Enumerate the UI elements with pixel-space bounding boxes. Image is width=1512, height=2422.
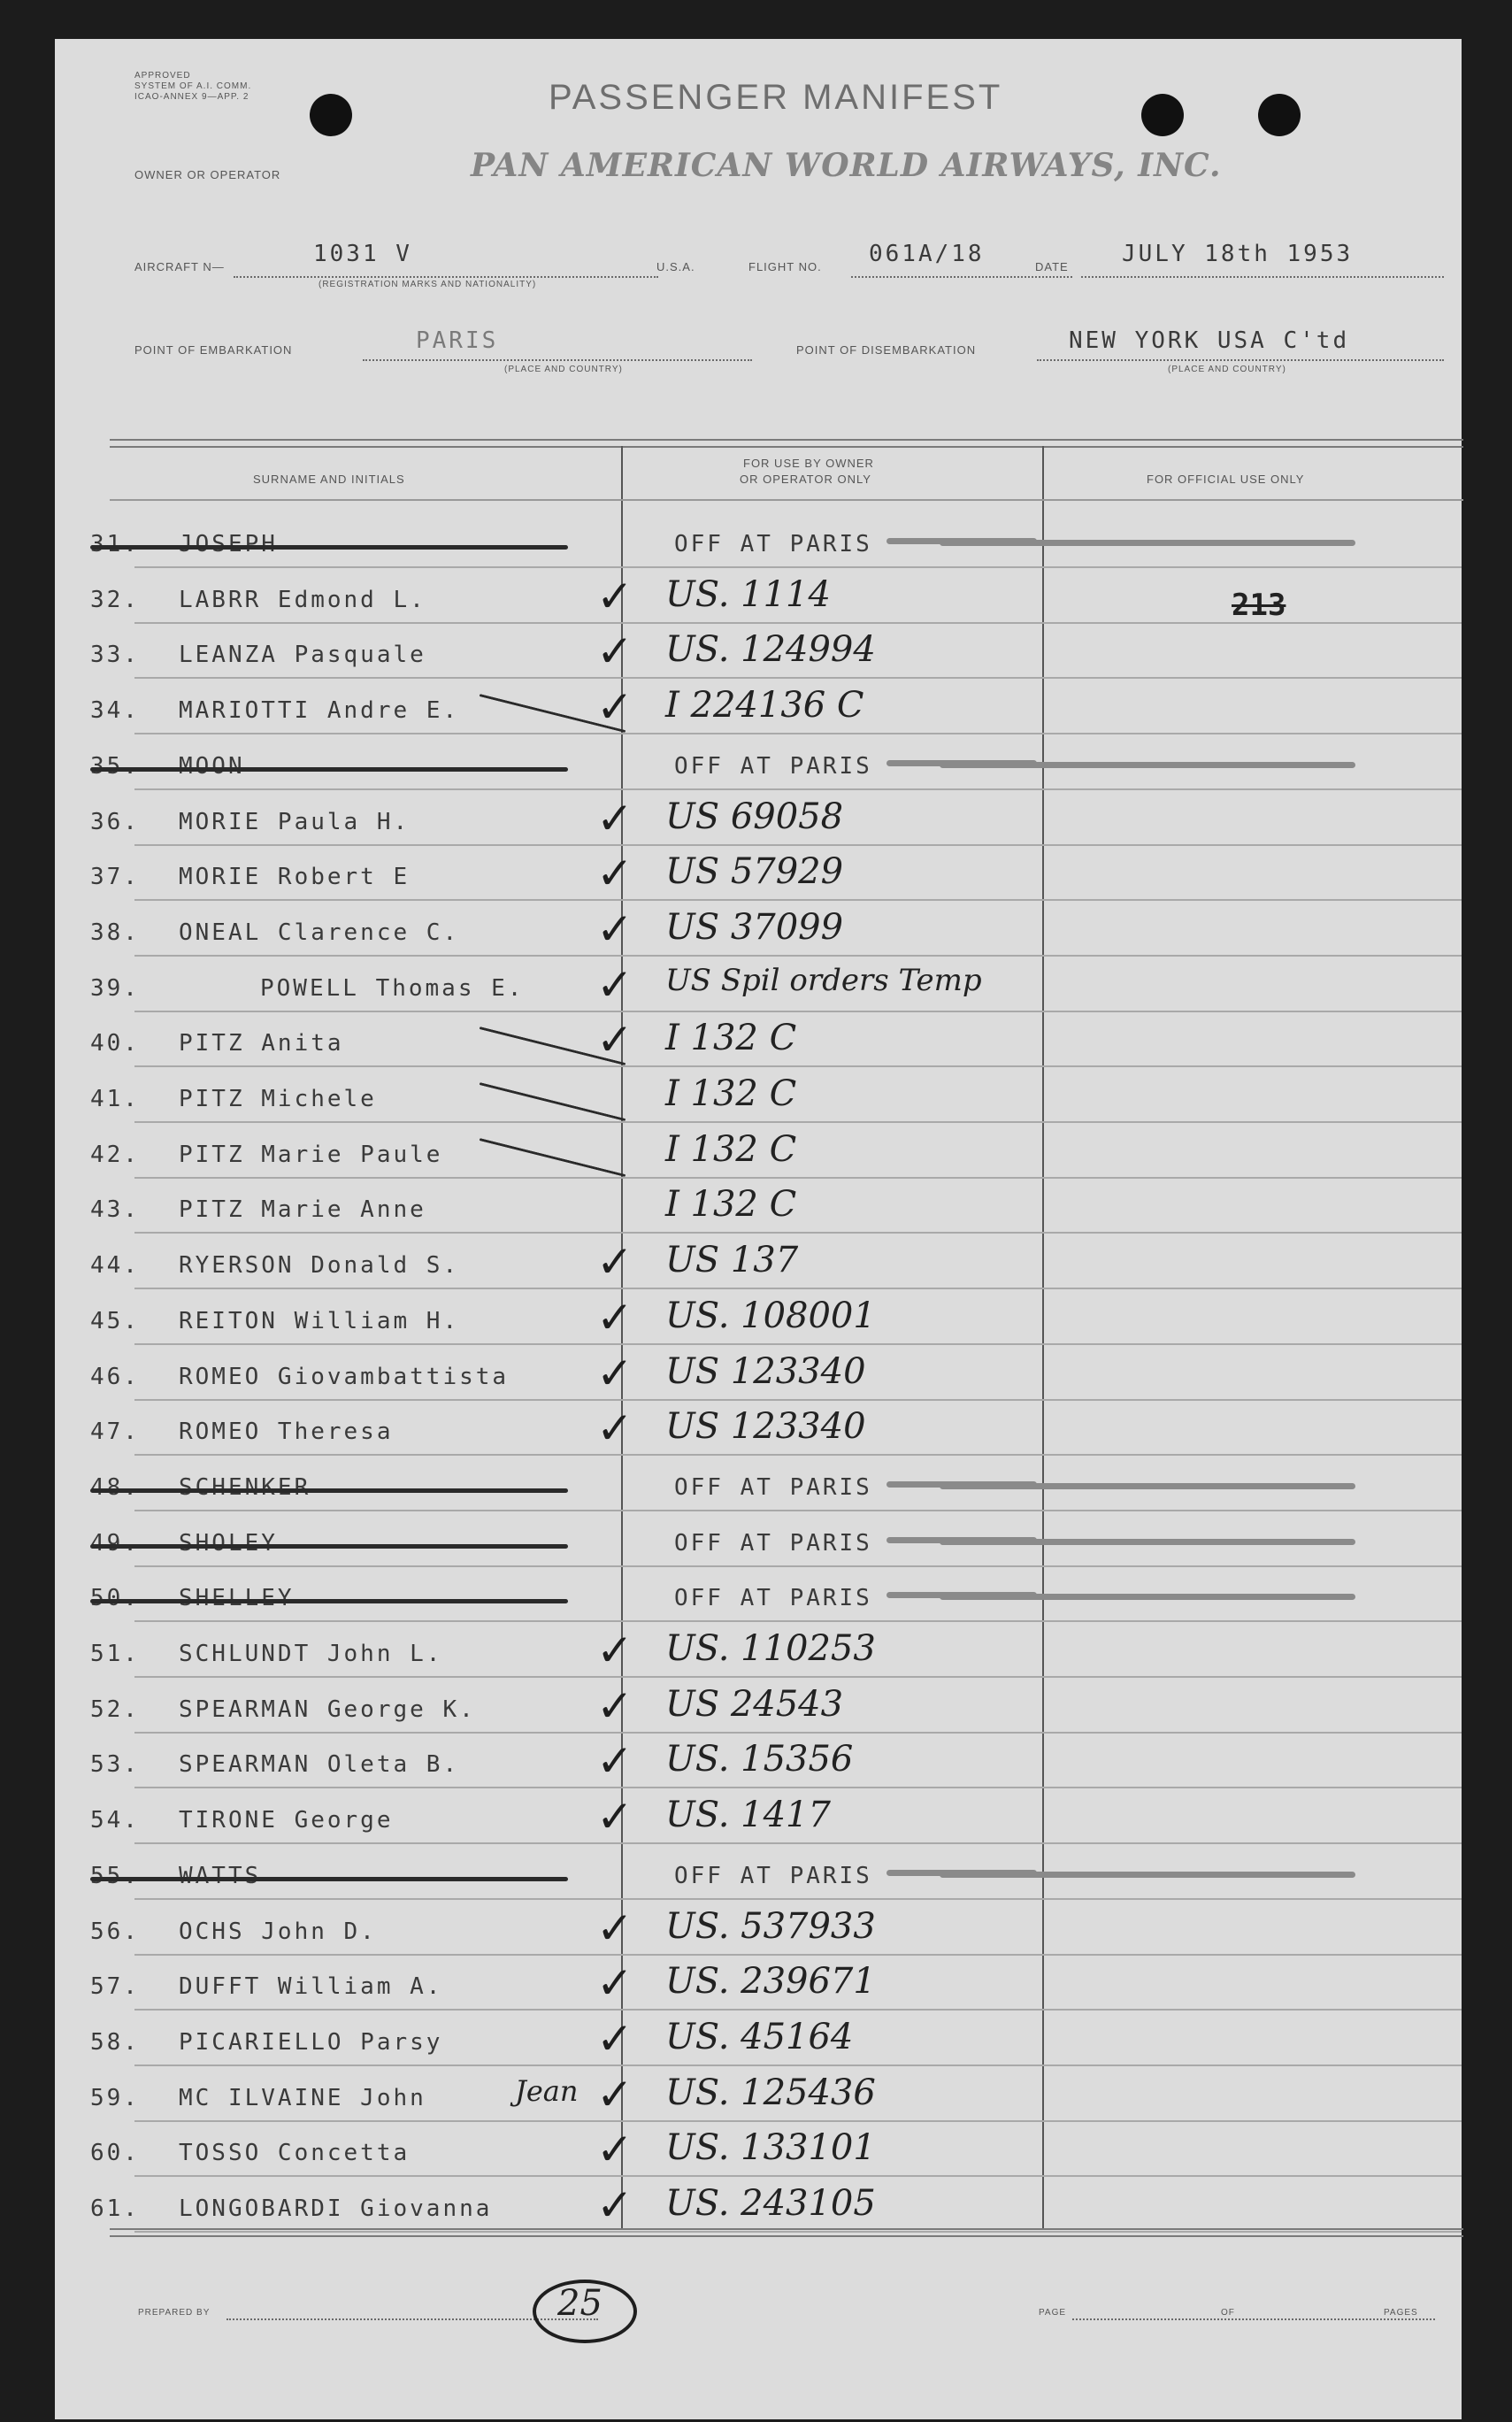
row-number: 41.	[90, 1086, 140, 1112]
row-number: 38.	[90, 919, 140, 946]
owner-passport-note: US. 1114	[665, 574, 831, 615]
date-line	[1081, 276, 1444, 278]
approval-line-3: ICAO-ANNEX 9—APP. 2	[134, 92, 249, 102]
owner-passport-note: US. 110253	[665, 1628, 876, 1669]
passenger-name: ROMEO Theresa	[179, 1419, 394, 1445]
checkmark-icon: ✓	[596, 903, 633, 955]
owner-passport-note: US 57929	[665, 851, 844, 892]
row-separator	[134, 899, 1462, 901]
pages-label: PAGES	[1384, 2308, 1418, 2318]
checkmark-icon: ✓	[596, 1403, 633, 1454]
checkmark-icon: ✓	[596, 1791, 633, 1842]
document-title: PASSENGER MANIFEST	[549, 78, 1003, 117]
name-strikethrough	[90, 1877, 568, 1881]
owner-passport-note: I 132 C	[665, 1018, 797, 1058]
name-strikethrough	[90, 1599, 568, 1603]
checkmark-icon: ✓	[596, 1680, 633, 1732]
owner-passport-note: US. 243105	[665, 2183, 876, 2224]
punch-hole-right-1	[1141, 94, 1184, 136]
row-separator	[134, 1065, 1462, 1067]
checkmark-icon: ✓	[596, 2124, 633, 2175]
row-separator	[134, 1011, 1462, 1012]
page-number: 25	[557, 2283, 602, 2324]
owner-status-typed: OFF AT PARIS	[674, 1585, 872, 1611]
owner-passport-note: I 132 C	[665, 1184, 797, 1225]
owner-passport-note: I 132 C	[665, 1129, 797, 1170]
aircraft-line	[234, 276, 658, 278]
checkmark-icon: ✓	[596, 1014, 633, 1065]
prepared-by-label: PREPARED BY	[138, 2308, 211, 2318]
passenger-name: MORIE Robert E	[179, 864, 411, 890]
passenger-name: PICARIELLO Parsy	[179, 2029, 443, 2056]
approval-note	[134, 71, 251, 103]
owner-passport-note: US. 124994	[665, 629, 876, 670]
checkmark-icon: ✓	[596, 2180, 633, 2231]
aircraft-label: AIRCRAFT N—	[134, 260, 225, 273]
official-pencil-mark	[940, 762, 1355, 768]
page-label: PAGE	[1039, 2308, 1067, 2318]
owner-value: PAN AMERICAN WORLD AIRWAYS, INC.	[471, 147, 1222, 184]
passenger-name: MOON	[179, 753, 245, 780]
checkmark-icon: ✓	[596, 1735, 633, 1787]
owner-passport-note: US 123340	[665, 1351, 866, 1392]
row-number: 35.	[90, 753, 140, 780]
row-number: 44.	[90, 1252, 140, 1279]
owner-status-typed: OFF AT PARIS	[674, 1530, 872, 1557]
owner-passport-note: I 132 C	[665, 1073, 797, 1114]
row-number: 54.	[90, 1807, 140, 1834]
official-pencil-mark	[940, 540, 1355, 546]
approval-line-2: SYSTEM OF A.I. COMM.	[134, 81, 252, 91]
row-separator	[134, 2231, 1462, 2233]
diagonal-slash	[480, 1082, 626, 1121]
owner-passport-note: US Spil orders Temp	[665, 963, 982, 998]
punch-hole-left	[310, 94, 352, 136]
column-header-owner-1: FOR USE BY OWNER	[743, 457, 874, 470]
row-separator	[134, 1898, 1462, 1900]
name-strikethrough	[90, 1488, 568, 1493]
column-header-official: FOR OFFICIAL USE ONLY	[1147, 473, 1305, 486]
row-separator	[134, 955, 1462, 957]
row-number: 43.	[90, 1196, 140, 1223]
row-number: 32.	[90, 587, 140, 613]
passenger-name: MORIE Paula H.	[179, 809, 411, 835]
row-number: 57.	[90, 1973, 140, 2000]
checkmark-icon: ✓	[596, 2013, 633, 2064]
row-number: 52.	[90, 1696, 140, 1723]
checkmark-icon: ✓	[596, 626, 633, 677]
official-note: 213	[1232, 588, 1286, 623]
embark-line	[363, 359, 752, 361]
row-number: 55.	[90, 1863, 140, 1889]
table-top-rule-2	[110, 446, 1463, 448]
column-divider-2	[1042, 446, 1044, 2230]
header-underline	[110, 499, 1463, 501]
disembark-label: POINT OF DISEMBARKATION	[796, 343, 977, 357]
manifest-sheet	[55, 39, 1462, 2419]
official-pencil-mark	[940, 1483, 1355, 1489]
checkmark-icon: ✓	[596, 681, 633, 733]
owner-passport-note: US. 133101	[665, 2127, 876, 2168]
owner-label: OWNER OR OPERATOR	[134, 168, 281, 181]
approval-line-1: APPROVED	[134, 71, 191, 81]
page-line	[1072, 2318, 1435, 2320]
owner-passport-note: US. 537933	[665, 1906, 876, 1947]
aircraft-value: 1031 V	[313, 241, 412, 267]
row-number: 39.	[90, 975, 140, 1002]
row-number: 31.	[90, 531, 140, 557]
row-number: 42.	[90, 1142, 140, 1168]
owner-passport-note: US. 1417	[665, 1795, 831, 1835]
row-separator	[134, 622, 1462, 624]
row-number: 36.	[90, 809, 140, 835]
diagonal-slash	[480, 1138, 626, 1177]
row-separator	[134, 1399, 1462, 1401]
handwritten-annotation: Jean	[515, 2074, 579, 2108]
column-header-owner-2: OR OPERATOR ONLY	[740, 473, 871, 486]
date-label: DATE	[1035, 260, 1069, 273]
owner-passport-note: US 123340	[665, 1406, 866, 1447]
table-top-rule-1	[110, 439, 1463, 441]
row-number: 56.	[90, 1918, 140, 1945]
of-label: OF	[1221, 2308, 1235, 2318]
passenger-name: SCHENKER	[179, 1474, 311, 1501]
row-separator	[134, 1288, 1462, 1289]
owner-passport-note: US. 15356	[665, 1739, 854, 1780]
passenger-name: SHOLEY	[179, 1530, 278, 1557]
passenger-name: WATTS	[179, 1863, 262, 1889]
owner-passport-note: US 37099	[665, 907, 844, 948]
row-separator	[134, 2175, 1462, 2177]
passenger-name: MC ILVAINE John	[179, 2085, 426, 2111]
passenger-name: SPEARMAN George K.	[179, 1696, 476, 1723]
passenger-name: PITZ Anita	[179, 1030, 344, 1057]
checkmark-icon: ✓	[596, 959, 633, 1011]
checkmark-icon: ✓	[596, 1957, 633, 2009]
owner-passport-note: US 69058	[665, 796, 844, 837]
owner-passport-note: US. 125436	[665, 2072, 876, 2113]
passenger-name: PITZ Michele	[179, 1086, 377, 1112]
flight-value: 061A/18	[869, 241, 985, 267]
aircraft-sub: (REGISTRATION MARKS AND NATIONALITY)	[319, 280, 537, 289]
row-separator	[134, 1454, 1462, 1456]
row-number: 51.	[90, 1641, 140, 1667]
passenger-name: POWELL Thomas E.	[260, 975, 525, 1002]
official-pencil-mark	[940, 1594, 1355, 1600]
row-separator	[134, 1676, 1462, 1678]
passenger-name: TOSSO Concetta	[179, 2140, 411, 2166]
row-separator	[134, 844, 1462, 846]
checkmark-icon: ✓	[596, 1348, 633, 1399]
checkmark-icon: ✓	[596, 571, 633, 622]
row-separator	[134, 2064, 1462, 2066]
official-pencil-mark	[940, 1872, 1355, 1878]
row-separator	[134, 1732, 1462, 1734]
owner-passport-note: US 24543	[665, 1684, 844, 1725]
embark-value: PARIS	[416, 327, 499, 354]
punch-hole-right-2	[1258, 94, 1301, 136]
passenger-name: JOSEPH	[179, 531, 278, 557]
passenger-name: ROMEO Giovambattista	[179, 1364, 510, 1390]
passenger-name: SCHLUNDT John L.	[179, 1641, 443, 1667]
row-number: 45.	[90, 1308, 140, 1334]
row-separator	[134, 2009, 1462, 2011]
checkmark-icon: ✓	[596, 848, 633, 899]
row-separator	[134, 1510, 1462, 1511]
row-number: 53.	[90, 1751, 140, 1778]
owner-passport-note: I 224136 C	[665, 685, 864, 726]
owner-passport-note: US. 239671	[665, 1961, 876, 2002]
embark-label: POINT OF EMBARKATION	[134, 343, 293, 357]
official-pencil-mark	[940, 1539, 1355, 1545]
checkmark-icon: ✓	[596, 1903, 633, 1954]
row-number: 33.	[90, 642, 140, 668]
row-number: 49.	[90, 1530, 140, 1557]
checkmark-icon: ✓	[596, 2069, 633, 2120]
table-bottom-rule-1	[110, 2228, 1463, 2230]
passenger-name: OCHS John D.	[179, 1918, 377, 1945]
passenger-name: LONGOBARDI Giovanna	[179, 2195, 493, 2222]
owner-passport-note: US 137	[665, 1240, 799, 1280]
usa-label: U.S.A.	[656, 260, 695, 273]
embark-sub: (PLACE AND COUNTRY)	[504, 365, 623, 374]
name-strikethrough	[90, 1544, 568, 1549]
disembark-value: NEW YORK USA C'td	[1069, 327, 1350, 354]
row-separator	[134, 2120, 1462, 2122]
passenger-name: DUFFT William A.	[179, 1973, 443, 2000]
checkmark-icon: ✓	[596, 1236, 633, 1288]
checkmark-icon: ✓	[596, 1625, 633, 1676]
owner-passport-note: US. 108001	[665, 1296, 876, 1336]
row-separator	[134, 677, 1462, 679]
row-separator	[134, 1565, 1462, 1567]
disembark-sub: (PLACE AND COUNTRY)	[1168, 365, 1286, 374]
row-separator	[134, 1121, 1462, 1123]
row-separator	[134, 566, 1462, 568]
row-number: 46.	[90, 1364, 140, 1390]
row-number: 59.	[90, 2085, 140, 2111]
row-number: 60.	[90, 2140, 140, 2166]
passenger-name: SPEARMAN Oleta B.	[179, 1751, 460, 1778]
row-separator	[134, 1620, 1462, 1622]
passenger-name: LABRR Edmond L.	[179, 587, 426, 613]
row-separator	[134, 1232, 1462, 1234]
row-number: 47.	[90, 1419, 140, 1445]
row-separator	[134, 1177, 1462, 1179]
row-separator	[134, 733, 1462, 734]
passenger-name: TIRONE George	[179, 1807, 394, 1834]
checkmark-icon: ✓	[596, 1292, 633, 1343]
name-strikethrough	[90, 767, 568, 772]
row-number: 58.	[90, 2029, 140, 2056]
row-separator	[134, 1787, 1462, 1788]
passenger-name: PITZ Marie Paule	[179, 1142, 443, 1168]
table-bottom-rule-2	[110, 2235, 1463, 2237]
passenger-name: ONEAL Clarence C.	[179, 919, 460, 946]
owner-passport-note: US. 45164	[665, 2017, 854, 2057]
row-number: 61.	[90, 2195, 140, 2222]
owner-status-typed: OFF AT PARIS	[674, 1474, 872, 1501]
owner-status-typed: OFF AT PARIS	[674, 531, 872, 557]
owner-status-typed: OFF AT PARIS	[674, 1863, 872, 1889]
row-number: 40.	[90, 1030, 140, 1057]
row-separator	[134, 1954, 1462, 1956]
name-strikethrough	[90, 545, 568, 550]
column-header-surname: SURNAME AND INITIALS	[253, 473, 405, 486]
flight-label: FLIGHT NO.	[748, 260, 822, 273]
passenger-name: PITZ Marie Anne	[179, 1196, 426, 1223]
row-number: 34.	[90, 697, 140, 724]
row-number: 48.	[90, 1474, 140, 1501]
flight-line	[851, 276, 1072, 278]
row-number: 50.	[90, 1585, 140, 1611]
disembark-line	[1037, 359, 1444, 361]
passenger-name: LEANZA Pasquale	[179, 642, 426, 668]
owner-status-typed: OFF AT PARIS	[674, 753, 872, 780]
row-separator	[134, 788, 1462, 790]
row-separator	[134, 1842, 1462, 1844]
checkmark-icon: ✓	[596, 793, 633, 844]
passenger-name: RYERSON Donald S.	[179, 1252, 460, 1279]
row-separator	[134, 1343, 1462, 1345]
row-number: 37.	[90, 864, 140, 890]
date-value: JULY 18th 1953	[1122, 241, 1354, 267]
passenger-name: REITON William H.	[179, 1308, 460, 1334]
passenger-name: MARIOTTI Andre E.	[179, 697, 460, 724]
passenger-name: SHELLEY	[179, 1585, 295, 1611]
